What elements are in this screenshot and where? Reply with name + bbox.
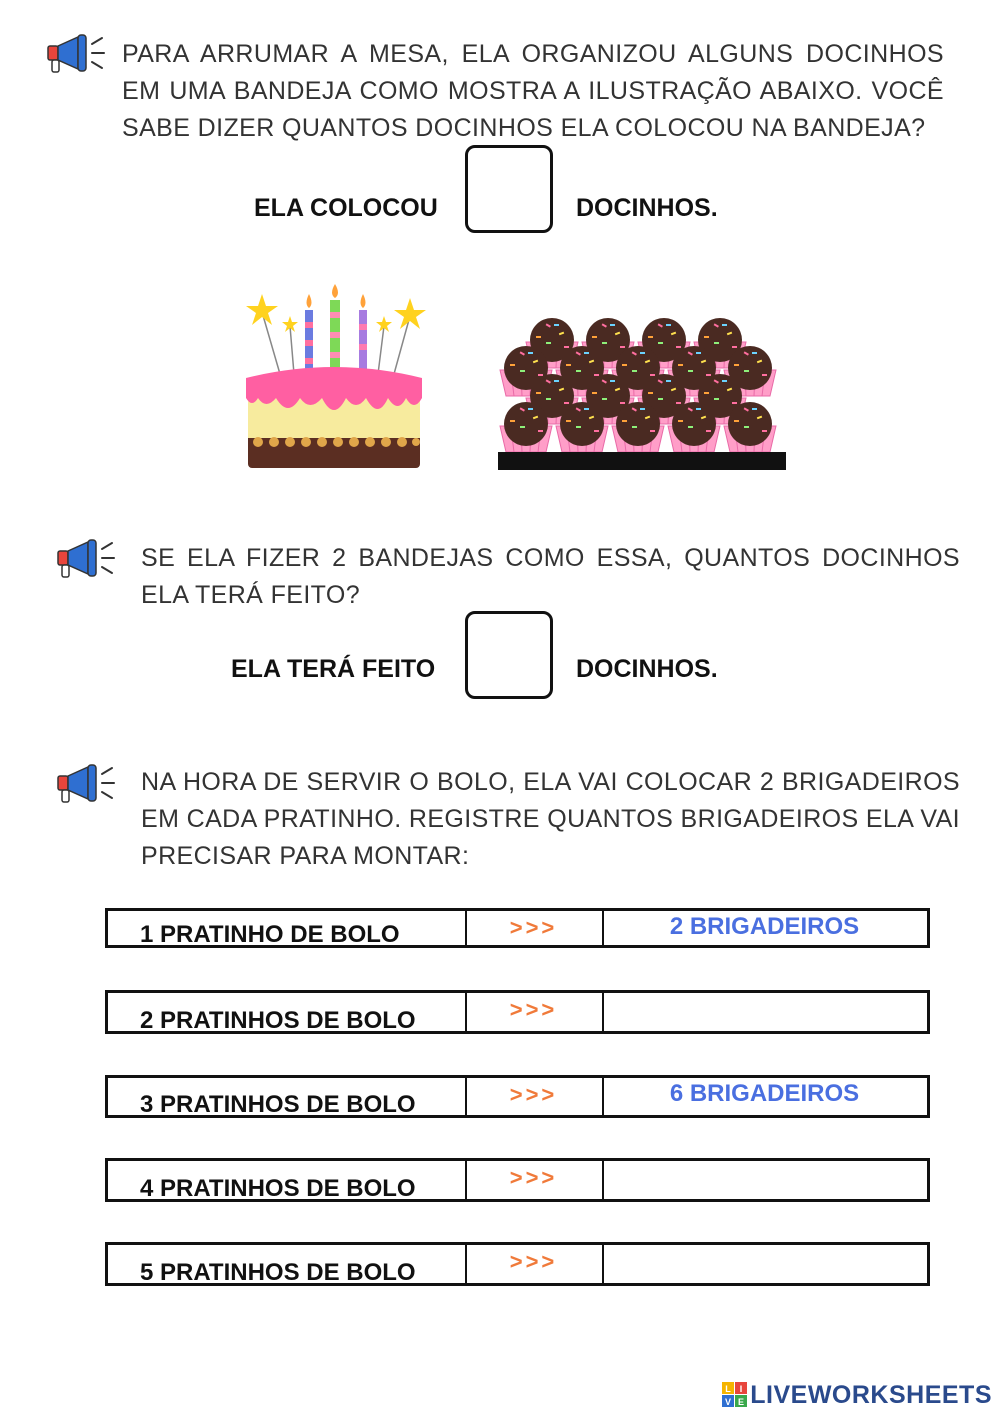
answer-text: 2 BRIGADEIROS (669, 913, 860, 940)
arrow-indicator: >>> (509, 1165, 558, 1190)
badge-letter: I (739, 1384, 743, 1394)
megaphone-icon[interactable] (46, 32, 108, 76)
logo-text: LIVEWORKSHEETS (750, 1380, 992, 1409)
question-2-text: SE ELA FIZER 2 BANDEJAS COMO ESSA, QUANTOS DOCINHOS ELA TERÁ FEITO? (141, 544, 960, 609)
answer-cell[interactable] (602, 1078, 927, 1115)
table-row (105, 1158, 930, 1202)
megaphone-icon[interactable] (56, 537, 118, 581)
megaphone-icon[interactable] (56, 762, 118, 806)
answer-cell[interactable] (602, 1245, 927, 1283)
row-label: 2 PRATINHOS DE BOLO (140, 1007, 416, 1034)
brigadeiro-tray-icon (496, 316, 788, 474)
answer-cell[interactable] (602, 911, 927, 945)
answer-1-prefix: ELA COLOCOU (254, 194, 438, 222)
table-row (105, 1242, 930, 1286)
answer-cell[interactable] (602, 993, 927, 1031)
row-label: 5 PRATINHOS DE BOLO (140, 1259, 416, 1286)
badge-letter: E (738, 1397, 745, 1407)
arrow-indicator: >>> (509, 1249, 558, 1274)
badge-letter: V (725, 1397, 732, 1407)
answer-text: 6 BRIGADEIROS (669, 1080, 860, 1107)
table-row (105, 990, 930, 1034)
badge-letter: L (725, 1384, 731, 1394)
liveworksheets-logo[interactable] (722, 1382, 992, 1408)
answer-1-box[interactable] (465, 145, 553, 233)
answer-2-prefix: ELA TERÁ FEITO (231, 655, 436, 683)
row-label: 1 PRATINHO DE BOLO (140, 921, 400, 948)
row-label: 3 PRATINHOS DE BOLO (140, 1091, 416, 1118)
arrow-indicator: >>> (509, 1082, 558, 1107)
arrow-indicator: >>> (509, 915, 558, 940)
table-row (105, 908, 930, 948)
row-label: 4 PRATINHOS DE BOLO (140, 1175, 416, 1202)
birthday-cake-icon (238, 282, 434, 476)
question-1-text: PARA ARRUMAR A MESA, ELA ORGANIZOU ALGUNS DOCINHOS EM UMA BANDEJA COMO MOSTRA A ILUSTRAÇÃO ABAIXO. VOCÊ SABE DIZER QUANTOS DOCINHOS ELA COLOCOU NA BANDEJA? (122, 40, 944, 142)
answer-1-suffix: DOCINHOS. (576, 194, 718, 222)
answer-2-box[interactable] (465, 611, 553, 699)
answer-2-suffix: DOCINHOS. (576, 655, 718, 683)
question-3-text: NA HORA DE SERVIR O BOLO, ELA VAI COLOCAR 2 BRIGADEIROS EM CADA PRATINHO. REGISTRE QUANTOS BRIGADEIROS ELA VAI PRECISAR PARA MONTAR: (141, 768, 960, 870)
logo-badge-icon (722, 1382, 748, 1408)
table-row (105, 1075, 930, 1118)
arrow-indicator: >>> (509, 997, 558, 1022)
answer-cell[interactable] (602, 1161, 927, 1199)
